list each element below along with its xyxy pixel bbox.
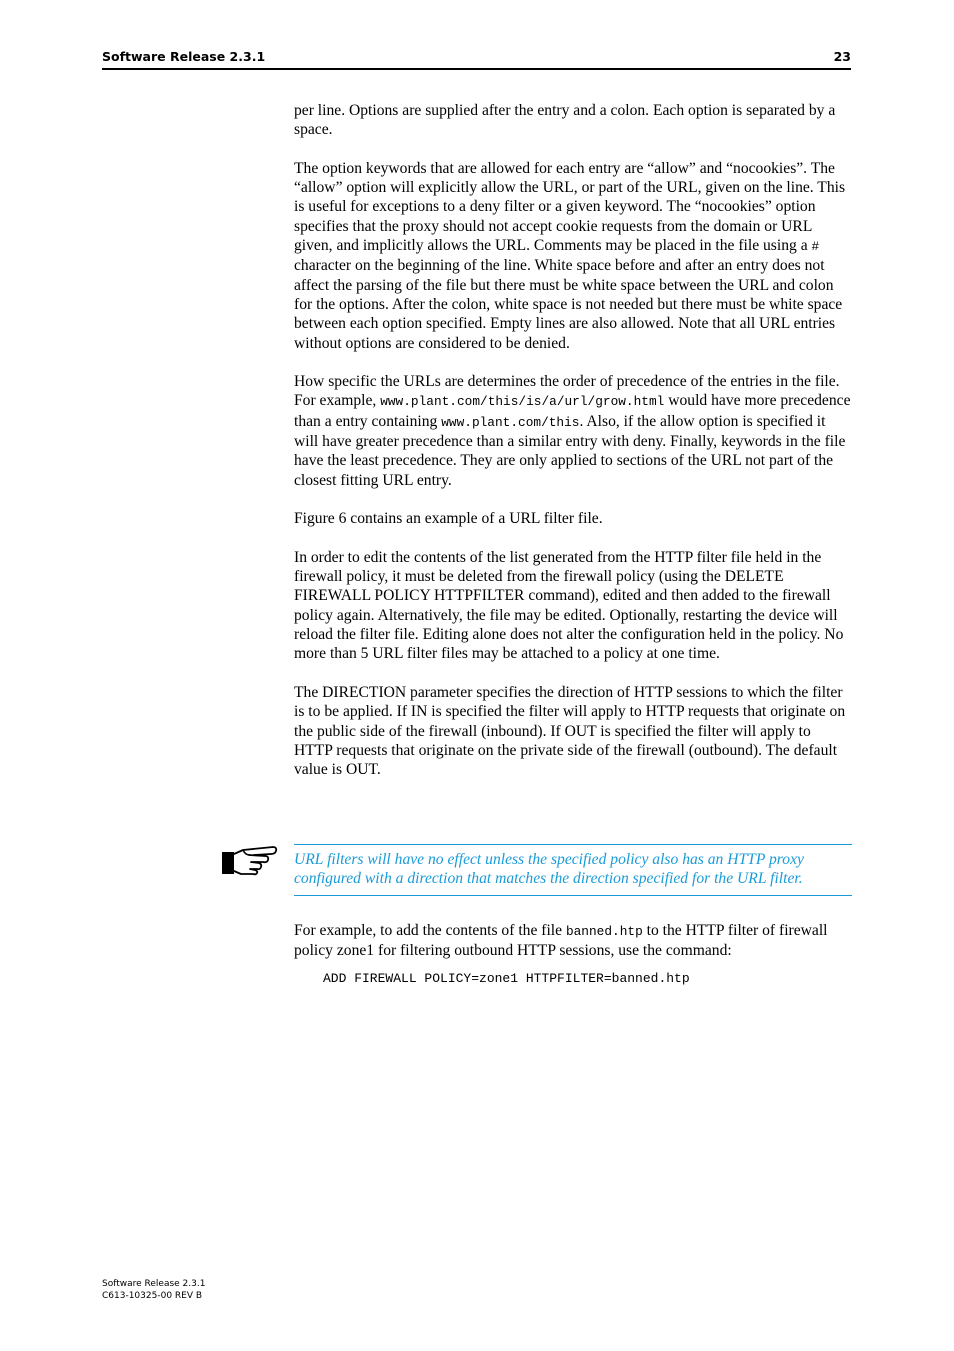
page-footer	[102, 1279, 205, 1302]
paragraph-keywords-text: The option keywords that are allowed for each entry are “allow” and “nocookies”. The “allow” option will explicitly allow the URL, or part of the URL, given on the line. This is useful for exceptions to a deny filter or a given keyword. The “nocookies” option specifies that the proxy should not accept cookie requests from the domain or URL given, and implicitly allows the URL. Comments may be placed in the file using a	[294, 159, 846, 255]
url-example-long: www.plant.com/this/is/a/url/grow.html	[380, 394, 665, 410]
paragraph-keywords	[294, 159, 852, 353]
paragraph-precedence	[294, 372, 852, 490]
page-header	[102, 47, 851, 70]
note-text: URL filters will have no effect unless the specified policy also has an HTTP proxy configured with a direction that matches the direction specified for the URL filter.	[294, 851, 804, 888]
footer-doc-number: C613-10325-00 REV B	[102, 1290, 203, 1301]
header-title: Software Release 2.3.1	[102, 49, 266, 64]
paragraph-figure-ref: Figure 6 contains an example of a URL filter file.	[294, 510, 603, 528]
paragraph-example	[294, 921, 852, 961]
comment-char-code: #	[811, 239, 820, 255]
precedence-text-a: How specific the URLs are determines the order of precedence of the entries in the file. For example,	[294, 373, 840, 410]
page-number: 23	[833, 49, 851, 64]
precedence-text-b: would have more precedence than a entry containing	[294, 392, 851, 430]
pointing-hand-icon	[221, 843, 279, 877]
note-box	[294, 844, 852, 896]
paragraph-edit: In order to edit the contents of the list generated from the HTTP filter file held in the firewall policy, it must be deleted from the firewall policy (using the DELETE FIREWALL POLICY HTTPFILTER command), edited and then added to the firewall policy again. Alternatively, the file may be edited. Optionally, restarting the device will reload the filter file. Editing alone does not alter the configuration held in the policy. No more than 5 URL filter files may be attached to a policy at one time.	[294, 548, 844, 663]
example-text-a: For example, to add the contents of the file	[294, 922, 566, 939]
example-text-b: to the HTTP filter of firewall policy zone1 for filtering outbound HTTP sessions, use the command:	[294, 922, 828, 960]
command-example: ADD FIREWALL POLICY=zone1 HTTPFILTER=banned.htp	[323, 971, 690, 986]
precedence-text-c: . Also, if the allow option is specified it will have greater precedence than a similar entry with deny. Finally, keywords in the file have the least precedence. They are only applied to sections of the URL not part of the closest fitting URL entry.	[294, 412, 846, 489]
paragraph-options: per line. Options are supplied after the entry and a colon. Each option is separated by a space.	[294, 102, 836, 139]
paragraph-direction: The DIRECTION parameter specifies the direction of HTTP sessions to which the filter is to be applied. If IN is specified the filter will apply to HTTP requests that originate on the public side of the firewall (inbound). If OUT is specified the filter will apply to HTTP requests that originate on the private side of the firewall (outbound). The default value is OUT.	[294, 683, 846, 779]
filename-code: banned.htp	[565, 924, 643, 939]
url-example-short: www.plant.com/this	[441, 414, 580, 430]
example-text	[294, 921, 852, 961]
paragraph-keywords-tail: character on the beginning of the line. White space before and after an entry does not affect the parsing of the file but there must be white space between the URL and colon for the options. After the colon, white space is not needed but there must be white space between each option specified. Empty lines are also allowed. Note that all URL entries without options are considered to be denied.	[294, 257, 843, 352]
main-text	[294, 101, 852, 799]
footer-release: Software Release 2.3.1	[102, 1279, 206, 1289]
